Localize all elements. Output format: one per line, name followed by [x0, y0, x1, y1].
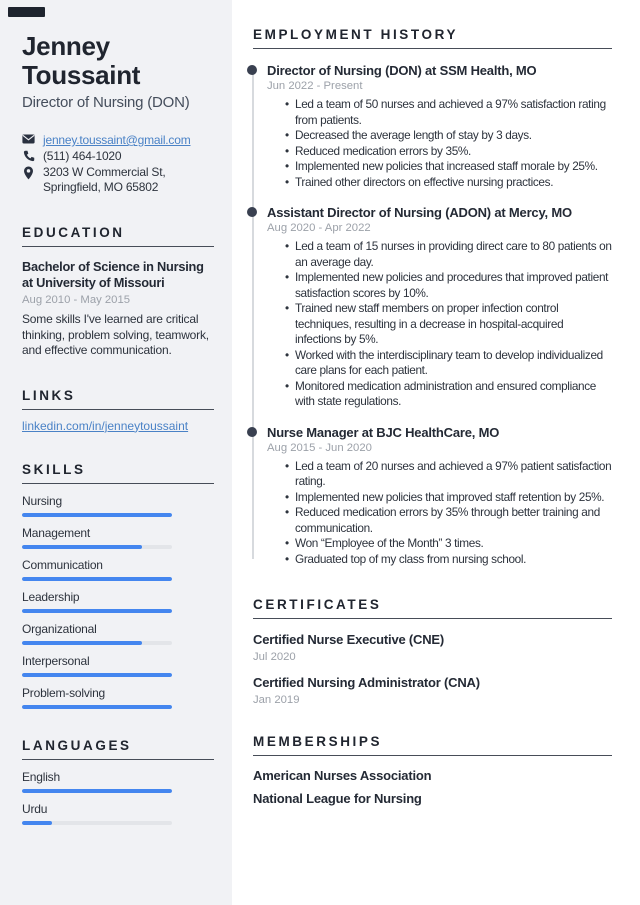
- skills-heading: SKILLS: [22, 462, 214, 484]
- main-column: [232, 0, 640, 905]
- contact-list: [22, 133, 214, 196]
- skill-bar: [22, 641, 172, 645]
- membership-item: American Nurses Association: [253, 768, 432, 783]
- job-entry: Assistant Director of Nursing (ADON) at Mercy, MO Aug 2020 - Apr 2022 • Led a team of 15 nurses in providing direct care to 80 patients on an average day. • Implemented new policies and procedures that improved patient satisfaction scores by 10%. • Trained new staff members on proper infection control techniques, resulting in a decrease in hospital-acquired infections by 5%. • Worked with the interdisciplinary team to develop individualized care plans for each patient. • Monitored medication administration and ensured compliance with state regulations.: [267, 204, 612, 410]
- contact-phone-row: [22, 149, 214, 165]
- skill-item: Management: [22, 526, 214, 549]
- skill-item: Problem-solving: [22, 686, 214, 709]
- language-bar: [22, 821, 172, 825]
- job-bullets: • Led a team of 50 nurses and achieved a 97% satisfaction rating from patients. • Decreased the average length of stay by 3 days. • Reduced medication errors by 35%. • Implemented new policies that increased staff morale by 25%. • Trained other directors on effective nursing practices.: [267, 97, 612, 190]
- language-item: English: [22, 770, 214, 793]
- skills-list: [22, 494, 214, 709]
- languages-heading: LANGUAGES: [22, 738, 214, 760]
- skill-bar: [22, 673, 172, 677]
- education-dates: Aug 2010 - May 2015: [22, 294, 131, 307]
- contact-email-row: [22, 133, 214, 149]
- education-heading: EDUCATION: [22, 225, 214, 247]
- timeline-dot: [247, 65, 257, 75]
- education-degree: Bachelor of Science in Nursing at University of Missouri: [22, 259, 204, 291]
- job-bullets: • Led a team of 15 nurses in providing direct care to 80 patients on an average day. • Implemented new policies and procedures that improved patient satisfaction scores by 10%. • Trained new staff members on proper infection control techniques, resulting in a decrease in hospital-acquired infections by 5%. • Worked with the interdisciplinary team to develop individualized care plans for each patient. • Monitored medication administration and ensured compliance with state regulations.: [267, 239, 612, 410]
- employment-section: [253, 27, 612, 567]
- phone-icon: [22, 150, 35, 162]
- linkedin-link[interactable]: linkedin.com/in/jenneytoussaint: [22, 418, 189, 433]
- skill-bar: [22, 609, 172, 613]
- skill-bar: [22, 513, 172, 517]
- skill-item: Organizational: [22, 622, 214, 645]
- membership-item: National League for Nursing: [253, 791, 422, 806]
- candidate-name: Jenney Toussaint: [22, 31, 141, 90]
- certificate-item: Certified Nursing Administrator (CNA) Jan 2019: [253, 675, 480, 706]
- certificates-section: [253, 597, 612, 707]
- education-description: Some skills I've learned are critical thinking, problem solving, teamwork, and effective communication.: [22, 312, 209, 358]
- sidebar: [0, 0, 232, 905]
- employment-heading: EMPLOYMENT HISTORY: [253, 27, 612, 49]
- certificates-heading: CERTIFICATES: [253, 597, 612, 619]
- corner-accent-mark: [8, 7, 45, 17]
- contact-address-row: [22, 165, 214, 197]
- languages-list: [22, 770, 214, 825]
- memberships-section: [253, 734, 612, 807]
- timeline-dot: [247, 207, 257, 217]
- job-entry: Director of Nursing (DON) at SSM Health, MO Jun 2022 - Present • Led a team of 50 nurses and achieved a 97% satisfaction rating from patients. • Decreased the average length of stay by 3 days. • Reduced medication errors by 35%. • Implemented new policies that increased staff morale by 25%. • Trained other directors on effective nursing practices.: [267, 62, 612, 190]
- job-bullets: • Led a team of 20 nurses and achieved a 97% patient satisfaction rating. • Implemented new policies that improved staff retention by 25%. • Reduced medication errors by 35% through better training and communication. • Won “Employee of the Month” 3 times. • Graduated top of my class from nursing school.: [267, 459, 612, 568]
- email-icon: [22, 134, 35, 144]
- location-icon: [22, 166, 35, 180]
- skill-bar: [22, 545, 172, 549]
- timeline-dot: [247, 427, 257, 437]
- address-text: 3203 W Commercial St, Springfield, MO 65802: [43, 164, 166, 195]
- skill-bar: [22, 705, 172, 709]
- memberships-heading: MEMBERSHIPS: [253, 734, 612, 756]
- skill-item: Nursing: [22, 494, 214, 517]
- certificate-item: Certified Nurse Executive (CNE) Jul 2020: [253, 632, 445, 663]
- language-bar: [22, 789, 172, 793]
- phone-number: (511) 464-1020: [43, 148, 122, 163]
- skill-item: Leadership: [22, 590, 214, 613]
- candidate-job-title: Director of Nursing (DON): [22, 94, 190, 111]
- skill-item: Interpersonal: [22, 654, 214, 677]
- employment-timeline: [267, 62, 612, 567]
- skill-item: Communication: [22, 558, 214, 581]
- email-link[interactable]: jenney.toussaint@gmail.com: [43, 133, 191, 147]
- language-item: Urdu: [22, 802, 214, 825]
- links-heading: LINKS: [22, 388, 214, 410]
- skill-bar: [22, 577, 172, 581]
- job-entry: Nurse Manager at BJC HealthCare, MO Aug 2015 - Jun 2020 • Led a team of 20 nurses and achieved a 97% patient satisfaction rating. • Implemented new policies that improved staff retention by 25%. • Reduced medication errors by 35% through better training and communication. • Won “Employee of the Month” 3 times. • Graduated top of my class from nursing school.: [267, 424, 612, 568]
